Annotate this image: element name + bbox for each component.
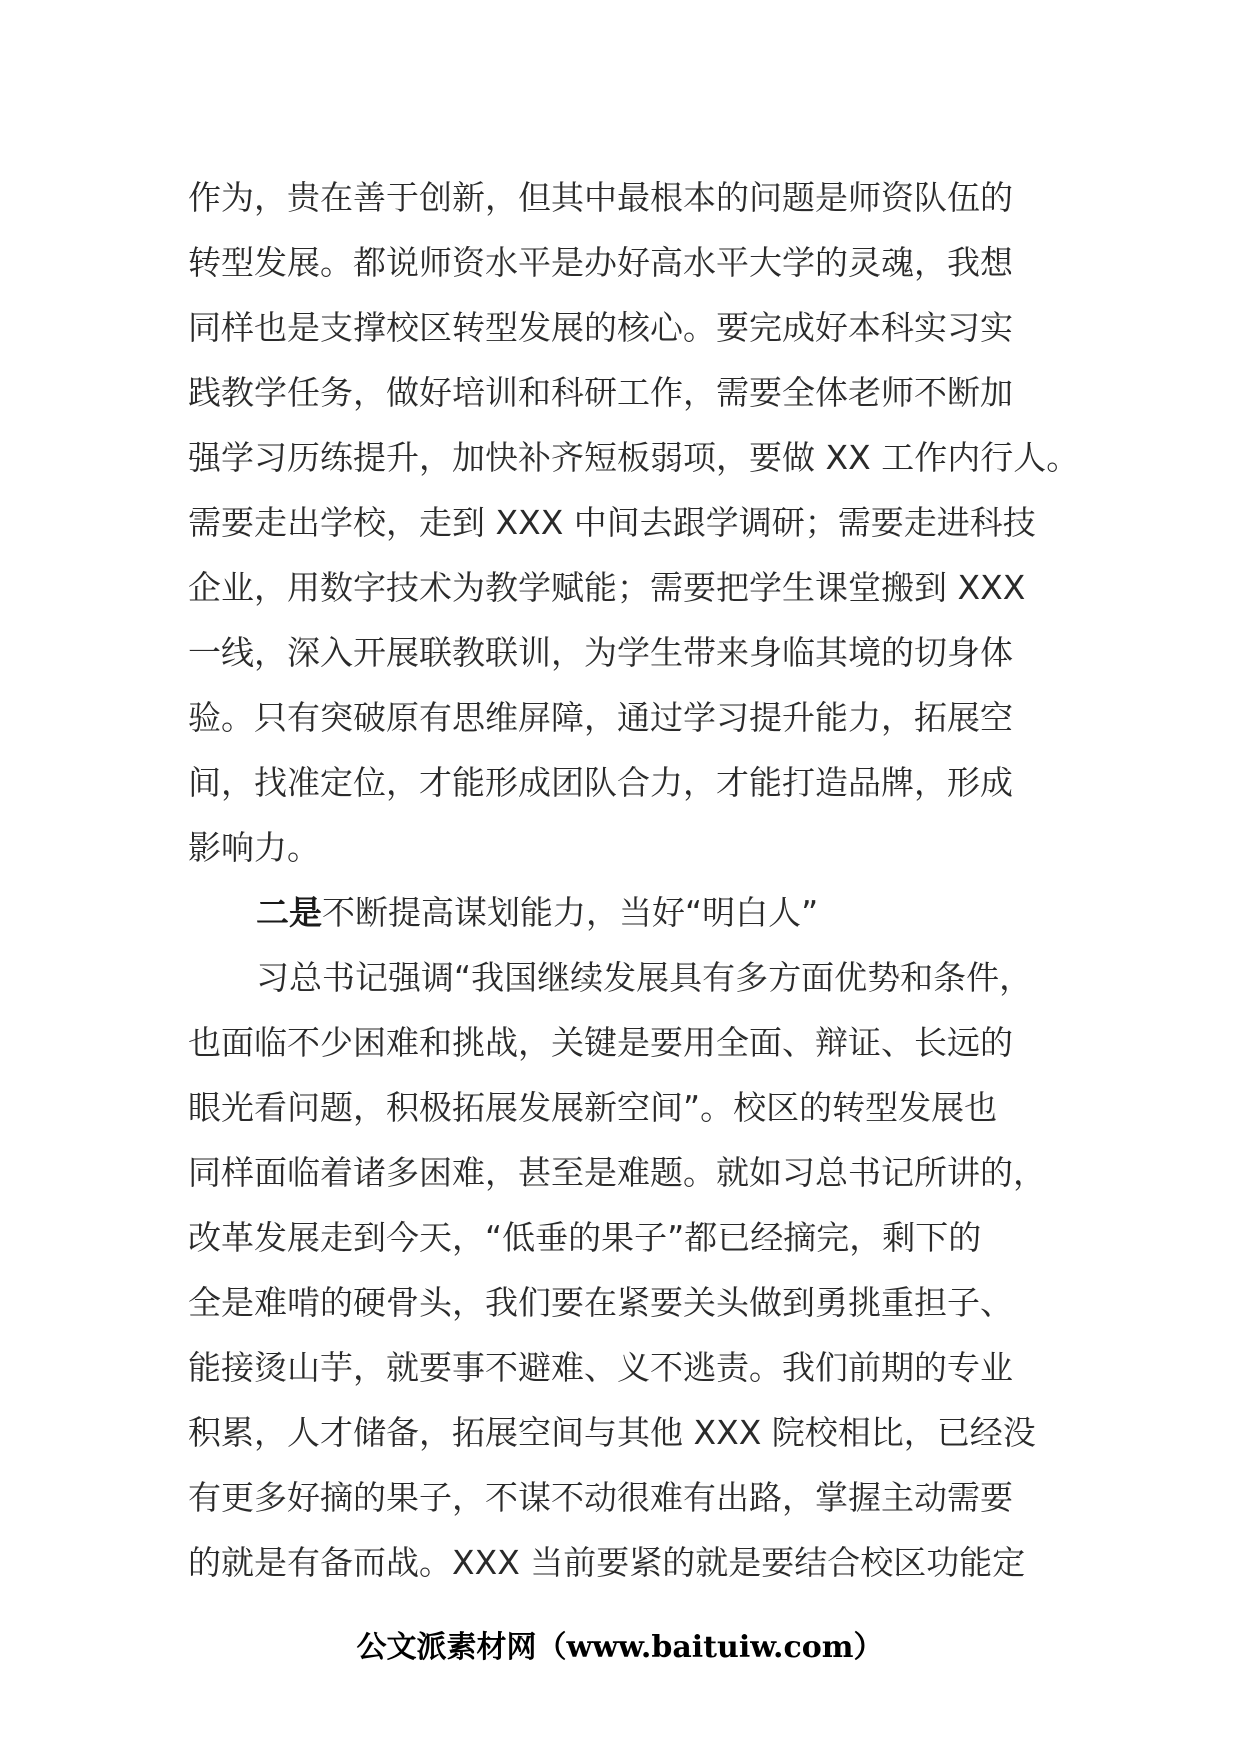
body-line: 全是难啃的硬骨头，我们要在紧要关头做到勇挑重担子、: [188, 1283, 1013, 1322]
body-line: 需要走出学校，走到 XXX 中间去跟学调研；需要走进科技: [188, 503, 1036, 542]
body-line: 影响力。: [188, 828, 320, 867]
section-heading: [188, 880, 1088, 945]
document-body: [188, 165, 1088, 1595]
body-line: 眼光看问题，积极拓展发展新空间”。校区的转型发展也: [188, 1088, 998, 1127]
body-line: 能接烫山芋，就要事不避难、义不逃责。我们前期的专业: [188, 1348, 1013, 1387]
body-line: 习总书记强调“我国继续发展具有多方面优势和条件，: [256, 958, 1033, 997]
body-line: 验。只有突破原有思维屏障，通过学习提升能力，拓展空: [188, 698, 1013, 737]
body-line: 间，找准定位，才能形成团队合力，才能打造品牌，形成: [188, 763, 1013, 802]
body-line: 改革发展走到今天，“低垂的果子”都已经摘完，剩下的: [188, 1218, 982, 1257]
body-line: 也面临不少困难和挑战，关键是要用全面、辩证、长远的: [188, 1023, 1013, 1062]
body-line: 同样面临着诸多困难，甚至是难题。就如习总书记所讲的，: [188, 1153, 1046, 1192]
body-line: 企业，用数字技术为教学赋能；需要把学生课堂搬到 XXX: [188, 568, 1026, 607]
body-line: 一线，深入开展联教联训，为学生带来身临其境的切身体: [188, 633, 1013, 672]
body-line: 转型发展。都说师资水平是办好高水平大学的灵魂，我想: [188, 243, 1013, 282]
section-heading-number: 二是: [256, 893, 322, 932]
section-heading-text: 不断提高谋划能力，当好“明白人”: [322, 893, 819, 932]
body-line: 践教学任务，做好培训和科研工作，需要全体老师不断加: [188, 373, 1013, 412]
body-line: 有更多好摘的果子，不谋不动很难有出路，掌握主动需要: [188, 1478, 1013, 1517]
body-line: 的就是有备而战。XXX 当前要紧的就是要结合校区功能定: [188, 1543, 1026, 1582]
body-line: 作为，贵在善于创新，但其中最根本的问题是师资队伍的: [188, 178, 1013, 217]
footer-watermark: 公文派素材网（www.baituiw.com）: [356, 1630, 884, 1665]
body-line: 积累，人才储备，拓展空间与其他 XXX 院校相比，已经没: [188, 1413, 1036, 1452]
body-line: 同样也是支撑校区转型发展的核心。要完成好本科实习实: [188, 308, 1013, 347]
body-line: 强学习历练提升，加快补齐短板弱项，要做 XX 工作内行人。: [188, 438, 1080, 477]
